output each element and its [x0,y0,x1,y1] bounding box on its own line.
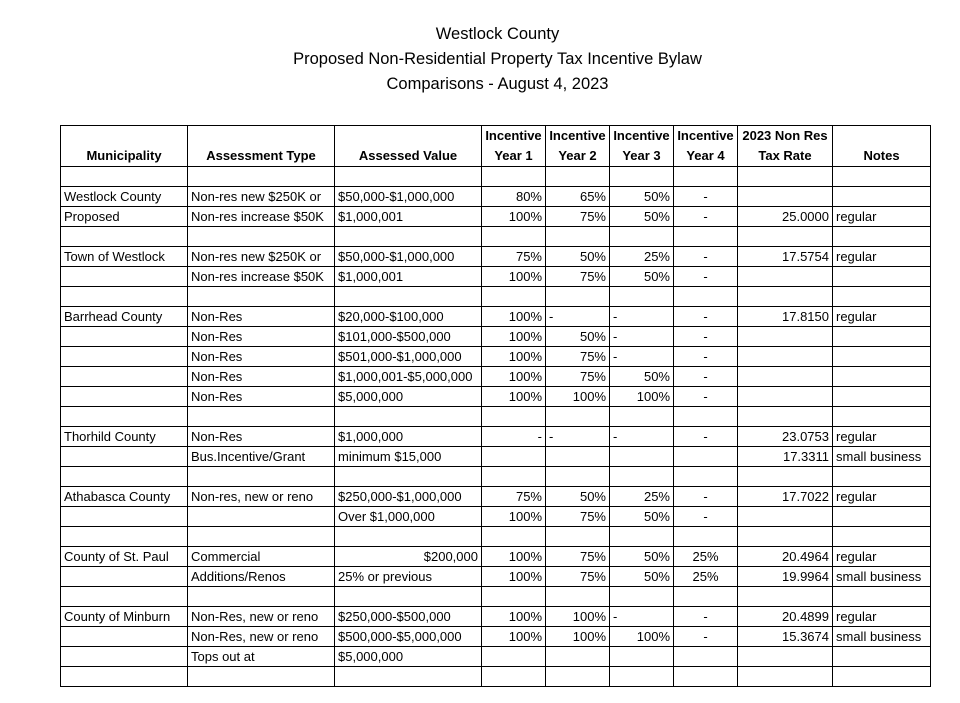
cell-year-2: 75% [546,507,610,527]
cell-year-3 [610,587,674,607]
cell-assessed-value: $200,000 [335,547,482,567]
cell-assessed-value: $1,000,001 [335,267,482,287]
cell-municipality [61,507,188,527]
cell-municipality [61,527,188,547]
cell-notes [833,467,931,487]
cell-year-1 [482,647,546,667]
cell-assessed-value: minimum $15,000 [335,447,482,467]
cell-municipality [61,647,188,667]
cell-tax-rate [738,347,833,367]
cell-tax-rate: 15.3674 [738,627,833,647]
cell-assessment-type: Non-res new $250K or [188,247,335,267]
cell-year-2 [546,667,610,687]
cell-year-3 [610,407,674,427]
spacer-row [61,587,931,607]
cell-year-4: - [674,207,738,227]
comparison-table [60,125,931,687]
cell-notes [833,387,931,407]
cell-notes [833,347,931,367]
cell-municipality [61,287,188,307]
cell-assessment-type [188,587,335,607]
cell-assessed-value [335,667,482,687]
cell-year-4: - [674,627,738,647]
cell-year-3 [610,467,674,487]
document-title [0,22,960,97]
cell-year-4 [674,227,738,247]
cell-notes [833,287,931,307]
title-line-2: Proposed Non-Residential Property Tax Incentive Bylaw [293,50,702,68]
cell-notes [833,507,931,527]
cell-notes [833,327,931,347]
cell-assessment-type: Bus.Incentive/Grant [188,447,335,467]
cell-tax-rate [738,527,833,547]
cell-year-3 [610,287,674,307]
cell-tax-rate [738,327,833,347]
cell-tax-rate: 17.5754 [738,247,833,267]
cell-notes: regular [833,547,931,567]
cell-tax-rate [738,227,833,247]
cell-municipality [61,387,188,407]
cell-year-2: 50% [546,327,610,347]
cell-notes [833,407,931,427]
table-row [61,547,931,567]
cell-year-1: 100% [482,327,546,347]
cell-assessment-type: Non-Res [188,367,335,387]
cell-year-1: 100% [482,607,546,627]
cell-assessed-value: Over $1,000,000 [335,507,482,527]
cell-tax-rate [738,387,833,407]
cell-municipality [61,467,188,487]
cell-year-2: 75% [546,567,610,587]
cell-municipality [61,227,188,247]
cell-year-4: - [674,387,738,407]
cell-municipality: Proposed [61,207,188,227]
cell-year-2 [546,467,610,487]
cell-notes [833,227,931,247]
cell-year-2 [546,647,610,667]
header-municipality: Municipality [61,126,188,167]
cell-municipality: Barrhead County [61,307,188,327]
cell-assessment-type: Non-Res [188,427,335,447]
header-incentive-1: Incentive [482,126,546,147]
cell-year-3: - [610,307,674,327]
header-year-1: Year 1 [482,146,546,167]
cell-assessed-value: $1,000,001 [335,207,482,227]
cell-notes [833,267,931,287]
table-row [61,647,931,667]
header-tax-rate-top: 2023 Non Res [738,126,833,147]
cell-year-4: - [674,607,738,627]
cell-tax-rate [738,287,833,307]
cell-year-2 [546,227,610,247]
cell-municipality [61,367,188,387]
cell-assessed-value: $1,000,000 [335,427,482,447]
cell-tax-rate: 20.4964 [738,547,833,567]
table-row [61,367,931,387]
cell-tax-rate [738,367,833,387]
table-row [61,607,931,627]
cell-assessed-value [335,287,482,307]
cell-notes [833,187,931,207]
cell-notes [833,667,931,687]
cell-year-1: 100% [482,267,546,287]
cell-year-4: 25% [674,547,738,567]
cell-year-2: 75% [546,267,610,287]
table-row [61,307,931,327]
table-row [61,187,931,207]
cell-year-3: 100% [610,627,674,647]
cell-year-2: 50% [546,247,610,267]
cell-year-4: - [674,187,738,207]
cell-assessment-type: Non-Res [188,327,335,347]
cell-assessed-value: $250,000-$1,000,000 [335,487,482,507]
cell-year-1: 100% [482,627,546,647]
cell-year-3: 50% [610,187,674,207]
cell-year-1: 100% [482,547,546,567]
cell-assessment-type [188,467,335,487]
cell-year-2: 100% [546,607,610,627]
cell-year-3 [610,527,674,547]
cell-year-4: - [674,487,738,507]
cell-assessment-type: Non-Res [188,347,335,367]
cell-year-4: - [674,427,738,447]
cell-municipality: Westlock County [61,187,188,207]
cell-year-2: - [546,307,610,327]
cell-notes [833,367,931,387]
cell-year-1 [482,227,546,247]
cell-year-2 [546,287,610,307]
header-year-4: Year 4 [674,146,738,167]
cell-year-1 [482,527,546,547]
cell-tax-rate [738,187,833,207]
title-line-3: Comparisons - August 4, 2023 [386,75,609,93]
cell-year-3: 100% [610,387,674,407]
cell-assessment-type: Commercial [188,547,335,567]
cell-municipality [61,627,188,647]
cell-year-1: 75% [482,247,546,267]
header-year-3: Year 3 [610,146,674,167]
table-row [61,447,931,467]
cell-assessment-type: Non-res new $250K or [188,187,335,207]
cell-year-4 [674,407,738,427]
cell-year-3: 50% [610,367,674,387]
cell-year-1: 100% [482,207,546,227]
cell-year-4 [674,447,738,467]
cell-tax-rate [738,647,833,667]
cell-notes: small business [833,567,931,587]
header-assessed-value: Assessed Value [335,126,482,167]
cell-assessment-type: Additions/Renos [188,567,335,587]
cell-assessment-type: Non-res, new or reno [188,487,335,507]
cell-municipality [61,347,188,367]
cell-year-2: 100% [546,627,610,647]
cell-year-3 [610,647,674,667]
cell-assessed-value: $50,000-$1,000,000 [335,247,482,267]
cell-year-3 [610,447,674,467]
cell-tax-rate [738,507,833,527]
spacer-row [61,667,931,687]
table-row [61,327,931,347]
cell-year-4: - [674,267,738,287]
cell-assessment-type: Non-Res [188,387,335,407]
cell-assessment-type [188,167,335,187]
cell-tax-rate: 19.9964 [738,567,833,587]
cell-year-4: - [674,367,738,387]
cell-notes: small business [833,447,931,467]
cell-year-3 [610,227,674,247]
spacer-row [61,407,931,427]
cell-assessment-type: Non-res increase $50K [188,267,335,287]
cell-notes: small business [833,627,931,647]
cell-municipality: Athabasca County [61,487,188,507]
cell-year-1 [482,407,546,427]
cell-assessment-type: Non-res increase $50K [188,207,335,227]
cell-year-1: 100% [482,567,546,587]
table-body [61,167,931,687]
cell-municipality: County of Minburn [61,607,188,627]
spacer-row [61,287,931,307]
cell-tax-rate: 17.3311 [738,447,833,467]
cell-year-1: - [482,427,546,447]
cell-assessed-value: $500,000-$5,000,000 [335,627,482,647]
cell-assessed-value [335,407,482,427]
cell-year-4 [674,647,738,667]
cell-assessed-value: $50,000-$1,000,000 [335,187,482,207]
cell-municipality [61,407,188,427]
cell-notes [833,647,931,667]
table-row [61,567,931,587]
cell-assessment-type [188,667,335,687]
cell-year-1: 75% [482,487,546,507]
cell-year-2 [546,527,610,547]
cell-year-1: 80% [482,187,546,207]
spacer-row [61,527,931,547]
cell-assessment-type [188,287,335,307]
cell-year-3: 50% [610,267,674,287]
cell-assessed-value: $5,000,000 [335,387,482,407]
cell-year-3: 50% [610,547,674,567]
cell-municipality [61,267,188,287]
cell-year-2: 75% [546,207,610,227]
cell-year-1: 100% [482,507,546,527]
cell-tax-rate: 17.8150 [738,307,833,327]
cell-assessed-value [335,227,482,247]
cell-year-1: 100% [482,347,546,367]
cell-year-2: 100% [546,387,610,407]
cell-assessment-type: Non-Res, new or reno [188,607,335,627]
cell-year-3 [610,167,674,187]
table-row [61,387,931,407]
cell-municipality: Thorhild County [61,427,188,447]
cell-notes [833,167,931,187]
cell-assessed-value: $101,000-$500,000 [335,327,482,347]
cell-municipality [61,167,188,187]
cell-assessment-type [188,507,335,527]
cell-assessed-value [335,527,482,547]
spacer-row [61,227,931,247]
cell-year-1 [482,587,546,607]
cell-year-3: - [610,427,674,447]
title-line-1: Westlock County [435,25,560,43]
cell-tax-rate: 20.4899 [738,607,833,627]
cell-year-3: 50% [610,507,674,527]
cell-year-4: - [674,247,738,267]
table-row [61,427,931,447]
cell-year-3: 50% [610,567,674,587]
cell-notes: regular [833,307,931,327]
cell-assessment-type [188,407,335,427]
header-incentive-3: Incentive [610,126,674,147]
cell-notes: regular [833,607,931,627]
table-row [61,627,931,647]
cell-year-4 [674,467,738,487]
header-year-2: Year 2 [546,146,610,167]
cell-year-3: - [610,607,674,627]
header-assessment-type: Assessment Type [188,126,335,167]
cell-year-4: - [674,307,738,327]
cell-year-3: 25% [610,487,674,507]
table-row [61,207,931,227]
cell-year-2: 75% [546,347,610,367]
cell-assessed-value: 25% or previous [335,567,482,587]
cell-year-1 [482,467,546,487]
cell-notes: regular [833,247,931,267]
cell-assessed-value [335,587,482,607]
cell-notes [833,527,931,547]
cell-year-2 [546,407,610,427]
table-row [61,247,931,267]
cell-tax-rate: 25.0000 [738,207,833,227]
cell-tax-rate [738,267,833,287]
cell-assessment-type [188,227,335,247]
cell-year-2: 75% [546,367,610,387]
cell-assessed-value: $5,000,000 [335,647,482,667]
table-row [61,347,931,367]
header-notes: Notes [833,126,931,167]
cell-notes: regular [833,427,931,447]
spacer-row [61,167,931,187]
spacer-row [61,467,931,487]
cell-municipality [61,447,188,467]
cell-year-4 [674,527,738,547]
cell-assessed-value: $250,000-$500,000 [335,607,482,627]
cell-year-2: - [546,427,610,447]
cell-tax-rate: 23.0753 [738,427,833,447]
cell-tax-rate [738,167,833,187]
cell-year-1 [482,667,546,687]
cell-year-4 [674,167,738,187]
cell-year-2: 65% [546,187,610,207]
cell-assessed-value: $1,000,001-$5,000,000 [335,367,482,387]
cell-year-3 [610,667,674,687]
cell-notes: regular [833,487,931,507]
table-header [61,126,931,167]
cell-assessed-value [335,167,482,187]
cell-year-1: 100% [482,387,546,407]
cell-year-3: 50% [610,207,674,227]
cell-year-4: - [674,507,738,527]
cell-year-1: 100% [482,367,546,387]
cell-year-1 [482,287,546,307]
cell-year-2: 75% [546,547,610,567]
cell-assessed-value [335,467,482,487]
cell-year-3: 25% [610,247,674,267]
cell-assessment-type: Non-Res [188,307,335,327]
cell-year-4: - [674,327,738,347]
cell-tax-rate: 17.7022 [738,487,833,507]
cell-year-3: - [610,347,674,367]
cell-year-3: - [610,327,674,347]
cell-municipality: Town of Westlock [61,247,188,267]
cell-municipality [61,567,188,587]
cell-assessment-type: Tops out at [188,647,335,667]
cell-tax-rate [738,587,833,607]
table-row [61,267,931,287]
cell-year-4 [674,587,738,607]
cell-year-4 [674,667,738,687]
table-row [61,507,931,527]
cell-assessed-value: $501,000-$1,000,000 [335,347,482,367]
cell-municipality [61,667,188,687]
cell-tax-rate [738,407,833,427]
header-incentive-2: Incentive [546,126,610,147]
cell-notes [833,587,931,607]
cell-year-2 [546,587,610,607]
cell-tax-rate [738,467,833,487]
cell-year-2 [546,167,610,187]
cell-year-2: 50% [546,487,610,507]
cell-year-4: - [674,347,738,367]
cell-year-4 [674,287,738,307]
cell-year-1 [482,447,546,467]
cell-municipality [61,327,188,347]
cell-assessment-type [188,527,335,547]
cell-year-1: 100% [482,307,546,327]
cell-tax-rate [738,667,833,687]
cell-municipality: County of St. Paul [61,547,188,567]
cell-assessed-value: $20,000-$100,000 [335,307,482,327]
cell-notes: regular [833,207,931,227]
cell-assessment-type: Non-Res, new or reno [188,627,335,647]
cell-year-1 [482,167,546,187]
header-tax-rate-bottom: Tax Rate [738,146,833,167]
table-row [61,487,931,507]
header-incentive-4: Incentive [674,126,738,147]
cell-municipality [61,587,188,607]
cell-year-2 [546,447,610,467]
cell-year-4: 25% [674,567,738,587]
